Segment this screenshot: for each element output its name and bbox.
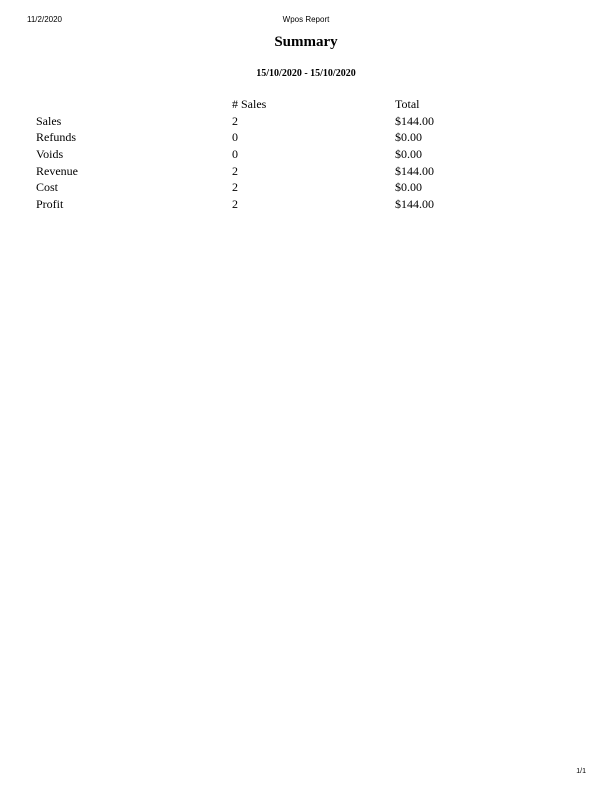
row-count: 2 bbox=[232, 180, 238, 195]
row-count: 2 bbox=[232, 163, 238, 178]
row-count: 2 bbox=[232, 196, 238, 211]
row-total: $144.00 bbox=[395, 196, 434, 211]
table-row bbox=[33, 196, 495, 213]
row-label: Sales bbox=[36, 113, 62, 128]
row-label: Revenue bbox=[36, 163, 78, 178]
row-label: Refunds bbox=[36, 130, 76, 145]
table-row bbox=[33, 162, 495, 179]
column-header-total: Total bbox=[395, 97, 420, 112]
table-row bbox=[33, 146, 495, 163]
row-label: Cost bbox=[36, 180, 59, 195]
row-total: $144.00 bbox=[395, 163, 434, 178]
row-total: $0.00 bbox=[395, 147, 422, 162]
row-total: $0.00 bbox=[395, 180, 422, 195]
row-label: Profit bbox=[36, 196, 64, 211]
row-count: 0 bbox=[232, 130, 238, 145]
table-header-row bbox=[33, 96, 495, 113]
row-count: 2 bbox=[232, 113, 238, 128]
row-count: 0 bbox=[232, 147, 238, 162]
table-row bbox=[33, 129, 495, 146]
row-label: Voids bbox=[36, 147, 64, 162]
page-title: Summary bbox=[274, 34, 338, 50]
print-header-title: Wpos Report bbox=[282, 15, 330, 24]
row-total: $0.00 bbox=[395, 130, 422, 145]
report-date-range: 15/10/2020 - 15/10/2020 bbox=[256, 68, 356, 79]
summary-table bbox=[33, 96, 495, 212]
print-date: 11/2/2020 bbox=[27, 15, 62, 24]
page-number: 1/1 bbox=[576, 768, 586, 775]
column-header-sales-count: # Sales bbox=[232, 97, 267, 112]
table-row bbox=[33, 113, 495, 130]
row-total: $144.00 bbox=[395, 113, 434, 128]
table-row bbox=[33, 179, 495, 196]
column-header-label bbox=[33, 96, 229, 113]
